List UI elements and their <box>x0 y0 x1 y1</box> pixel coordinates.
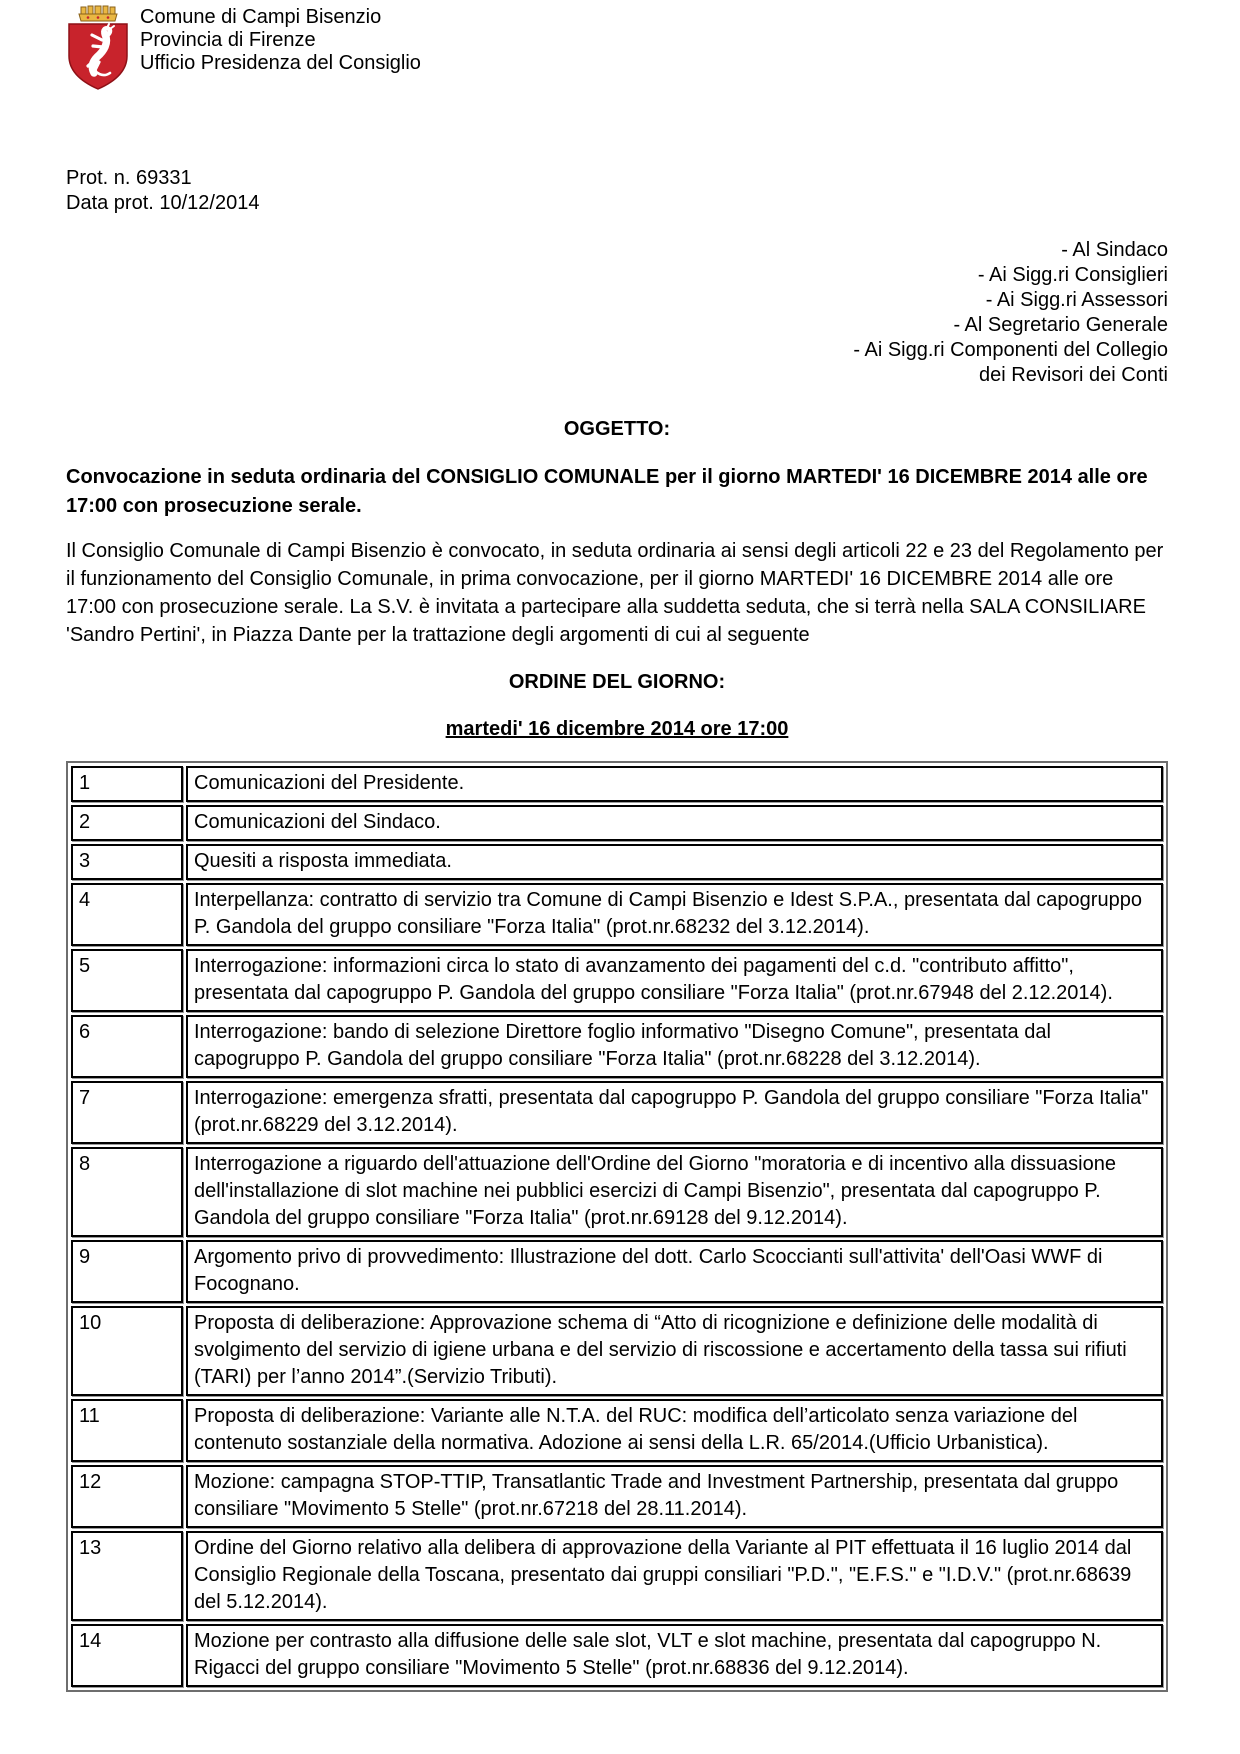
recipients-block <box>66 238 1168 388</box>
agenda-item-number: 14 <box>71 1624 183 1687</box>
agenda-item-text: Mozione per contrasto alla diffusione delle sale slot, VLT e slot machine, presentata dal capogruppo N. Rigacci del gruppo consiliare "Movimento 5 Stelle" (prot.nr.68836 del 9.12.2014). <box>186 1624 1163 1687</box>
crown-icon <box>79 6 117 21</box>
agenda-item-text: Comunicazioni del Sindaco. <box>186 805 1163 841</box>
table-row <box>71 883 1163 946</box>
recipient-line: - Al Sindaco <box>1061 239 1168 261</box>
agenda-item-text: Proposta di deliberazione: Approvazione schema di “Atto di ricognizione e definizione delle modalità di svolgimento del servizio di igiene urbana e del servizio di riscossione e accertamento della tassa sui rifiuti (TARI) per l’anno 2014”.(Servizio Tributi). <box>186 1306 1163 1396</box>
agenda-item-number: 4 <box>71 883 183 946</box>
table-row <box>71 1306 1163 1396</box>
agenda-item-text: Interrogazione: emergenza sfratti, presentata dal capogruppo P. Gandola del gruppo consiliare "Forza Italia" (prot.nr.68229 del 3.12.2014). <box>186 1081 1163 1144</box>
agenda-item-text: Quesiti a risposta immediata. <box>186 844 1163 880</box>
protocol-number: Prot. n. 69331 <box>66 167 192 189</box>
agenda-date: martedi' 16 dicembre 2014 ore 17:00 <box>445 718 789 740</box>
protocol-date: Data prot. 10/12/2014 <box>66 192 260 214</box>
agenda-item-number: 10 <box>71 1306 183 1396</box>
table-row <box>71 1465 1163 1528</box>
organization-line-2: Provincia di Firenze <box>140 29 316 51</box>
body-paragraph: Il Consiglio Comunale di Campi Bisenzio è convocato, in seduta ordinaria ai sensi degli articoli 22 e 23 del Regolamento per il funzionamento del Consiglio Comunale, in prima convocazione, per il giorno MARTEDI' 16 DICEMBRE 2014 alle ore 17:00 con prosecuzione serale. La S.V. è invitata a partecipare alla suddetta seduta, che si terrà nella SALA CONSILIARE 'Sandro Pertini', in Piazza Dante per la trattazione degli argomenti di cui al seguente <box>66 540 1164 646</box>
shield-icon <box>69 24 127 89</box>
agenda-item-text: Ordine del Giorno relativo alla delibera di approvazione della Variante al PIT effettuata il 16 luglio 2014 dal Consiglio Regionale della Toscana, presentato dai gruppi consiliari "P.D.", "E.F.S." e "I.D.V." (prot.nr.68639 del 5.12.2014). <box>186 1531 1163 1621</box>
table-row <box>71 766 1163 802</box>
agenda-item-text: Interrogazione a riguardo dell'attuazione dell'Ordine del Giorno "moratoria e di incentivo alla dissuasione dell'installazione di slot machine nei pubblici esercizi di Campi Bisenzio", presentata dal capogruppo P. Gandola del gruppo consiliare "Forza Italia" (prot.nr.69128 del 9.12.2014). <box>186 1147 1163 1237</box>
agenda-item-text: Mozione: campagna STOP-TTIP, Transatlantic Trade and Investment Partnership, presentata dal gruppo consiliare "Movimento 5 Stelle" (prot.nr.67218 del 28.11.2014). <box>186 1465 1163 1528</box>
agenda-item-text: Comunicazioni del Presidente. <box>186 766 1163 802</box>
agenda-item-text: Interrogazione: informazioni circa lo stato di avanzamento dei pagamenti del c.d. "contributo affitto", presentata dal capogruppo P. Gandola del gruppo consiliare "Forza Italia" (prot.nr.67948 del 2.12.2014). <box>186 949 1163 1012</box>
letterhead <box>66 4 1168 90</box>
agenda-item-number: 9 <box>71 1240 183 1303</box>
organization-line-3: Ufficio Presidenza del Consiglio <box>140 52 421 74</box>
table-row <box>71 844 1163 880</box>
table-row <box>71 1624 1163 1687</box>
agenda-item-number: 8 <box>71 1147 183 1237</box>
agenda-item-number: 12 <box>71 1465 183 1528</box>
table-row <box>71 949 1163 1012</box>
agenda-table-body <box>71 766 1163 1687</box>
agenda-item-text: Interpellanza: contratto di servizio tra Comune di Campi Bisenzio e Idest S.P.A., presentata dal capogruppo P. Gandola del gruppo consiliare "Forza Italia" (prot.nr.68232 del 3.12.2014). <box>186 883 1163 946</box>
agenda-item-number: 3 <box>71 844 183 880</box>
organization-name-block <box>140 4 421 75</box>
recipient-line: - Ai Sigg.ri Consiglieri <box>977 264 1168 286</box>
table-row <box>71 1081 1163 1144</box>
table-row <box>71 1399 1163 1462</box>
agenda-item-number: 7 <box>71 1081 183 1144</box>
agenda-item-number: 13 <box>71 1531 183 1621</box>
subject-text: Convocazione in seduta ordinaria del CONSIGLIO COMUNALE per il giorno MARTEDI' 16 DICEMBRE 2014 alle ore 17:00 con prosecuzione serale. <box>66 466 1148 517</box>
organization-line-1: Comune di Campi Bisenzio <box>140 6 382 28</box>
recipient-line: dei Revisori dei Conti <box>979 364 1168 386</box>
recipient-line: - Al Segretario Generale <box>953 314 1168 336</box>
recipient-line: - Ai Sigg.ri Assessori <box>985 289 1168 311</box>
agenda-item-text: Argomento privo di provvedimento: Illustrazione del dott. Carlo Scoccianti sull'attivita' dell'Oasi WWF di Focognano. <box>186 1240 1163 1303</box>
protocol-block <box>66 166 1168 216</box>
agenda-item-number: 1 <box>71 766 183 802</box>
agenda-item-text: Interrogazione: bando di selezione Direttore foglio informativo "Disegno Comune", presentata dal capogruppo P. Gandola del gruppo consiliare "Forza Italia" (prot.nr.68228 del 3.12.2014). <box>186 1015 1163 1078</box>
agenda-item-number: 2 <box>71 805 183 841</box>
agenda-item-number: 11 <box>71 1399 183 1462</box>
table-row <box>71 805 1163 841</box>
subject-label: OGGETTO: <box>563 418 671 440</box>
agenda-table <box>66 761 1168 1692</box>
agenda-item-number: 6 <box>71 1015 183 1078</box>
table-row <box>71 1531 1163 1621</box>
agenda-title: ORDINE DEL GIORNO: <box>508 671 726 693</box>
agenda-item-text: Proposta di deliberazione: Variante alle N.T.A. del RUC: modifica dell’articolato senza variazione del contenuto sostanziale della normativa. Adozione ai sensi della L.R. 65/2014.(Ufficio Urbanistica). <box>186 1399 1163 1462</box>
municipality-coat-of-arms-icon <box>66 4 130 90</box>
table-row <box>71 1240 1163 1303</box>
table-row <box>71 1147 1163 1237</box>
table-row <box>71 1015 1163 1078</box>
agenda-item-number: 5 <box>71 949 183 1012</box>
recipient-line: - Ai Sigg.ri Componenti del Collegio <box>853 339 1168 361</box>
